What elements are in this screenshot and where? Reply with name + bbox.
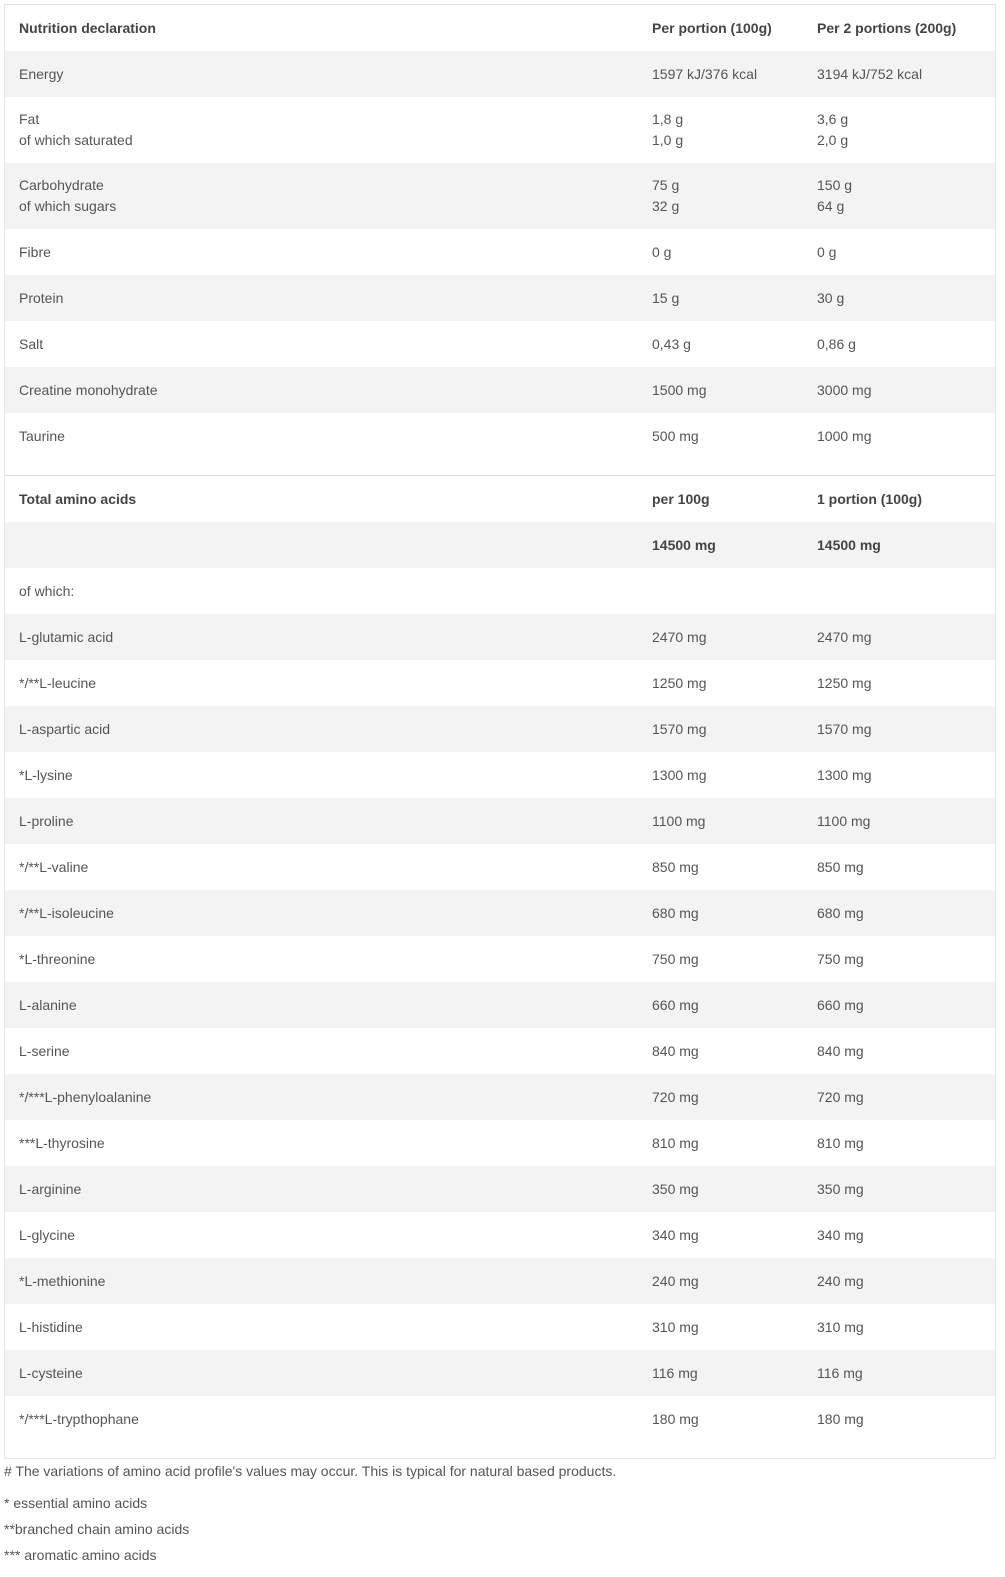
amino-total-per-100g: 14500 mg [652,536,716,553]
amino-per-100g-value: 660 mg [652,996,699,1013]
header-per-2-portions: Per 2 portions (200g) [817,19,957,36]
amino-row [5,1028,995,1074]
per-2-portions-value-line: 0,86 g [817,335,856,352]
amino-acid-label: L-alanine [19,996,77,1013]
per-2-portions-value-line: 2,0 g [817,132,849,148]
nutrient-label [5,242,652,263]
per-portion-value [652,175,817,217]
per-portion-value-line: 0 g [652,243,672,260]
amino-per-100g-value: 1300 mg [652,766,707,783]
per-portion-value [652,288,817,309]
per-portion-value-line: 32 g [652,198,680,214]
amino-row [5,1212,995,1258]
nutrient-label [5,288,652,309]
nutrient-label [5,380,652,401]
amino-per-100g-value: 680 mg [652,904,699,921]
amino-row [5,1304,995,1350]
per-2-portions-value-line: 0 g [817,243,837,260]
per-2-portions-value-line: 150 g [817,177,853,193]
nutrient-label [5,426,652,447]
table-bottom-spacer [5,1442,995,1458]
per-portion-value [652,64,817,85]
per-portion-value [652,426,817,447]
per-2-portions-value [817,64,995,85]
amino-per-portion-value: 840 mg [817,1042,864,1059]
amino-acid-label: ***L-thyrosine [19,1134,105,1151]
amino-per-portion-value: 810 mg [817,1134,864,1151]
amino-row [5,890,995,936]
header-nutrition-declaration: Nutrition declaration [19,19,156,36]
per-portion-value-line: 0,43 g [652,335,691,352]
amino-acid-label: L-glutamic acid [19,628,114,645]
amino-total-row [5,522,995,568]
amino-total-per-portion: 14500 mg [817,536,881,553]
amino-per-portion-value: 1250 mg [817,674,872,691]
amino-per-portion-value: 310 mg [817,1318,864,1335]
per-2-portions-value-line: 1000 mg [817,427,872,444]
amino-row [5,844,995,890]
amino-per-100g-value: 350 mg [652,1180,699,1197]
amino-per-100g-value: 750 mg [652,950,699,967]
amino-row [5,1074,995,1120]
amino-per-100g-value: 1250 mg [652,674,707,691]
amino-acid-label: */**L-valine [19,858,89,875]
per-2-portions-value [817,288,995,309]
of-which-label: of which: [19,582,75,599]
footnote-essential: * essential amino acids [4,1495,148,1511]
amino-per-portion-value: 1300 mg [817,766,872,783]
per-2-portions-value-line: 3194 kJ/752 kcal [817,65,923,82]
amino-acid-label: L-cysteine [19,1364,83,1381]
amino-per-100g-value: 1570 mg [652,720,707,737]
nutrition-row [5,229,995,275]
amino-row [5,1350,995,1396]
amino-row [5,1166,995,1212]
per-2-portions-value [817,175,995,217]
amino-acid-label: L-serine [19,1042,70,1059]
nutrient-label [5,109,652,151]
nutrient-label-line: Carbohydrate [19,177,104,193]
amino-per-portion-value: 1100 mg [817,812,871,829]
amino-acid-label: L-aspartic acid [19,720,111,737]
footnote-variations: # The variations of amino acid profile's values may occur. This is typical for natural based products. [4,1463,617,1479]
nutrition-row [5,97,995,163]
footnote-aromatic: *** aromatic amino acids [4,1547,157,1563]
amino-acid-label: L-proline [19,812,74,829]
amino-per-portion-value: 340 mg [817,1226,864,1243]
nutrition-row [5,413,995,459]
amino-row [5,1396,995,1442]
per-portion-value [652,242,817,263]
nutrient-label-line: Energy [19,65,64,82]
per-2-portions-value-line: 30 g [817,289,845,306]
nutrition-table [4,4,996,1459]
of-which-row [5,568,995,614]
per-portion-value [652,334,817,355]
amino-row [5,982,995,1028]
nutrient-label [5,175,652,217]
amino-per-portion-value: 240 mg [817,1272,864,1289]
nutrition-row [5,367,995,413]
amino-acid-label: */**L-isoleucine [19,904,114,921]
per-2-portions-value [817,334,995,355]
per-portion-value-line: 1500 mg [652,381,707,398]
nutrient-label [5,334,652,355]
amino-per-100g-value: 2470 mg [652,628,707,645]
amino-per-100g-value: 840 mg [652,1042,699,1059]
amino-acid-label: L-arginine [19,1180,82,1197]
per-2-portions-value [817,426,995,447]
header-per-portion: Per portion (100g) [652,19,772,36]
per-portion-value-line: 1597 kJ/376 kcal [652,65,758,82]
amino-per-portion-value: 2470 mg [817,628,872,645]
amino-header-row [5,476,995,522]
amino-acid-label: L-histidine [19,1318,83,1335]
nutrient-label-line: Protein [19,289,64,306]
amino-per-portion-value: 720 mg [817,1088,864,1105]
amino-per-100g-value: 850 mg [652,858,699,875]
nutrient-label-line: Fat [19,111,40,127]
amino-acid-label: L-glycine [19,1226,76,1243]
per-2-portions-value-line: 64 g [817,198,845,214]
amino-row [5,1258,995,1304]
amino-row [5,660,995,706]
nutrient-label-line: Creatine monohydrate [19,381,158,398]
nutrient-label-line: of which saturated [19,132,133,148]
amino-row [5,752,995,798]
amino-per-portion-value: 750 mg [817,950,864,967]
amino-per-100g-value: 180 mg [652,1410,699,1427]
amino-acid-label: *L-threonine [19,950,96,967]
amino-per-portion-value: 850 mg [817,858,864,875]
per-2-portions-value [817,242,995,263]
nutrition-row [5,163,995,229]
nutrient-label-line: of which sugars [19,198,117,214]
header-per-100g: per 100g [652,490,710,507]
amino-acid-label: *L-methionine [19,1272,106,1289]
amino-per-portion-value: 350 mg [817,1180,864,1197]
section-spacer [5,459,995,475]
per-2-portions-value-line: 3000 mg [817,381,872,398]
nutrient-label [5,64,652,85]
per-portion-value [652,109,817,151]
amino-acid-label: */***L-trypthophane [19,1410,139,1427]
nutrient-label-line: Salt [19,335,44,352]
amino-acid-label: */**L-leucine [19,674,97,691]
header-total-amino-acids: Total amino acids [19,490,137,507]
amino-acid-label: */***L-phenyloalanine [19,1088,152,1105]
amino-per-100g-value: 810 mg [652,1134,699,1151]
per-portion-value-line: 1,0 g [652,132,684,148]
amino-per-portion-value: 116 mg [817,1364,863,1381]
amino-row [5,706,995,752]
per-2-portions-value-line: 3,6 g [817,111,849,127]
amino-per-portion-value: 180 mg [817,1410,864,1427]
amino-row [5,798,995,844]
footnote-bcaa: **branched chain amino acids [4,1521,190,1537]
amino-per-100g-value: 720 mg [652,1088,699,1105]
amino-per-portion-value: 680 mg [817,904,864,921]
amino-per-100g-value: 340 mg [652,1226,699,1243]
nutrient-label-line: Fibre [19,243,51,260]
per-2-portions-value [817,380,995,401]
footnotes [4,1461,994,1565]
nutrient-label-line: Taurine [19,427,65,444]
nutrition-row [5,51,995,97]
amino-per-100g-value: 116 mg [652,1364,698,1381]
amino-row [5,614,995,660]
header-1-portion: 1 portion (100g) [817,490,923,507]
amino-per-100g-value: 240 mg [652,1272,699,1289]
per-portion-value-line: 500 mg [652,427,699,444]
nutrition-header-row [5,5,995,51]
amino-per-portion-value: 1570 mg [817,720,872,737]
per-portion-value-line: 1,8 g [652,111,684,127]
amino-row [5,936,995,982]
per-portion-value-line: 15 g [652,289,680,306]
nutrition-row [5,275,995,321]
per-2-portions-value [817,109,995,151]
nutrition-row [5,321,995,367]
amino-row [5,1120,995,1166]
amino-per-100g-value: 1100 mg [652,812,706,829]
per-portion-value [652,380,817,401]
amino-acid-label: *L-lysine [19,766,73,783]
per-portion-value-line: 75 g [652,177,680,193]
amino-per-100g-value: 310 mg [652,1318,699,1335]
amino-per-portion-value: 660 mg [817,996,864,1013]
